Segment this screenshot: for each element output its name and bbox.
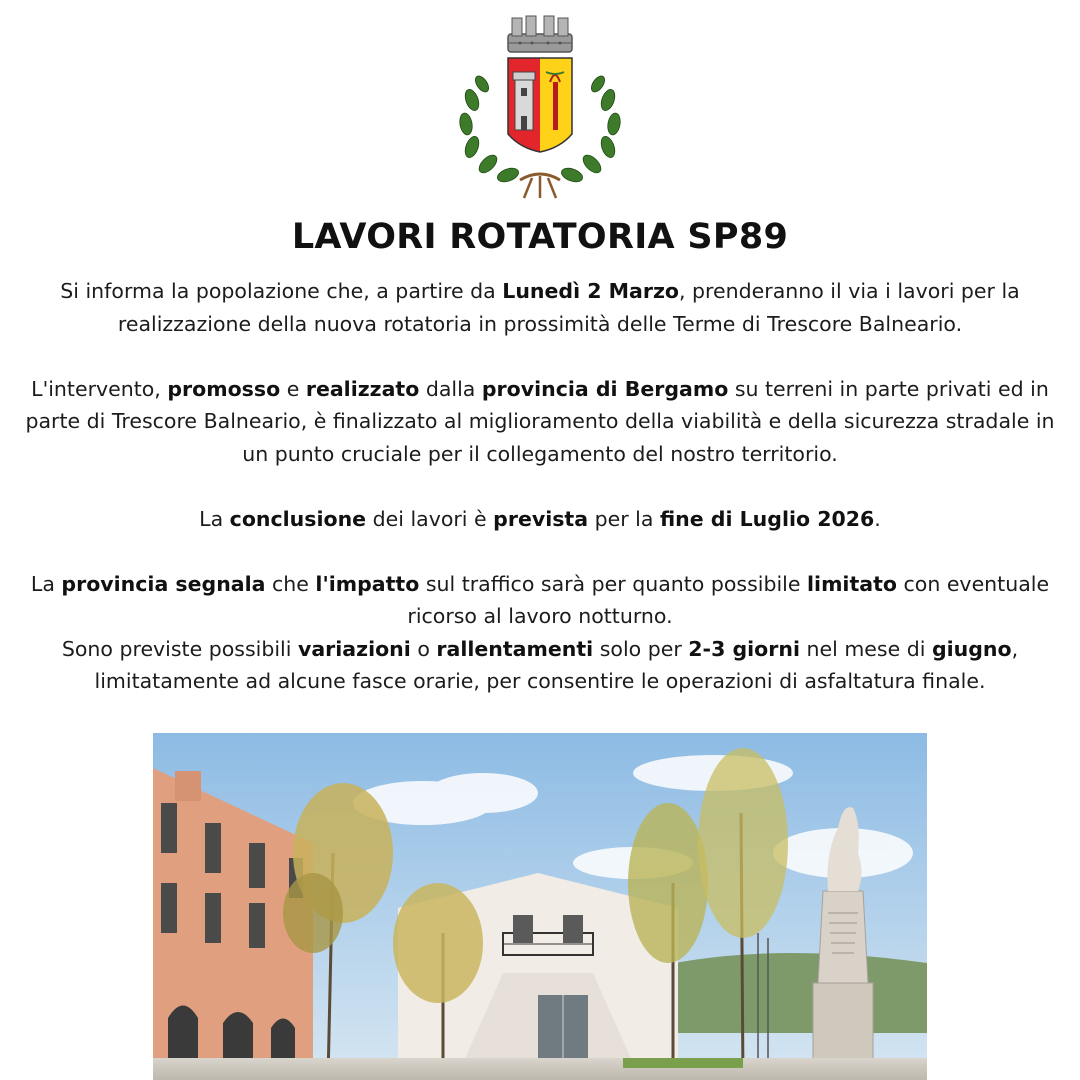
coat-of-arms-emblem [450, 12, 630, 202]
text-run: per la [588, 506, 660, 531]
bold-run: provincia segnala [61, 571, 266, 596]
paragraph-start-date [20, 275, 1060, 340]
text-run: , prenderanno il via i lavori per la realizzazione della nuova rotatoria in prossimità delle Terme di Trescore Balneario. [117, 279, 1020, 336]
paragraph-traffic-impact [20, 568, 1060, 633]
bold-run: giugno [931, 636, 1012, 661]
bold-run: 2-3 giorni [688, 636, 800, 661]
bold-run: promosso [167, 376, 281, 401]
page-title: LAVORI ROTATORIA SP89 [291, 217, 789, 257]
text-run: . [874, 506, 881, 531]
text-run: solo per [593, 636, 689, 661]
text-run: dalla [419, 376, 482, 401]
paragraph-intervention [20, 373, 1060, 471]
text-run: con eventuale ricorso al lavoro notturno. [407, 571, 1050, 628]
town-square-photo [153, 733, 927, 1080]
crown-icon [508, 16, 572, 52]
bold-run: l'impatto [315, 571, 420, 596]
text-run: L'intervento, [31, 376, 168, 401]
paragraph-gap [20, 535, 1060, 568]
text-run: nel mese di [800, 636, 932, 661]
bold-run: fine di Luglio 2026 [659, 506, 875, 531]
paragraph-gap [20, 470, 1060, 503]
bold-run: limitato [807, 571, 897, 596]
bold-run: rallentamenti [436, 636, 594, 661]
text-run: Si informa la popolazione che, a partire da [60, 279, 503, 303]
paragraph-variations [20, 633, 1060, 698]
announcement-text [20, 275, 1060, 698]
paragraph-gap [20, 340, 1060, 373]
shield-icon [508, 58, 572, 152]
bold-run: provincia di Bergamo [481, 376, 729, 401]
bold-run: realizzato [305, 376, 420, 401]
text-run: sul traffico sarà per quanto possibile [419, 571, 808, 596]
text-run: e [280, 376, 306, 401]
text-run: La [30, 571, 62, 596]
bold-run: Lunedì 2 Marzo [502, 279, 680, 303]
text-run: dei lavori è [366, 506, 494, 531]
text-run: Sono previste possibili [61, 636, 298, 661]
plaza-ground [153, 1058, 927, 1080]
bold-run: prevista [493, 506, 589, 531]
text-run: La [199, 506, 230, 531]
town-square-illustration [153, 733, 927, 1080]
text-run: o [410, 636, 437, 661]
bold-run: conclusione [229, 506, 367, 531]
coat-of-arms-graphic [450, 12, 630, 202]
text-run: su terreni in parte privati ed in parte di Trescore Balneario, è finalizzato al miglioramento della viabilità e della sicurezza stradale in un punto cruciale per il collegamento del nostro territorio. [25, 376, 1055, 466]
paragraph-completion [20, 503, 1060, 536]
bold-run: variazioni [297, 636, 411, 661]
text-run: , limitatamente ad alcune fasce orarie, per consentire le operazioni di asfaltatura finale. [94, 636, 1019, 693]
grass-strip [623, 1058, 743, 1068]
ribbon-icon [520, 174, 560, 198]
text-run: che [265, 571, 316, 596]
